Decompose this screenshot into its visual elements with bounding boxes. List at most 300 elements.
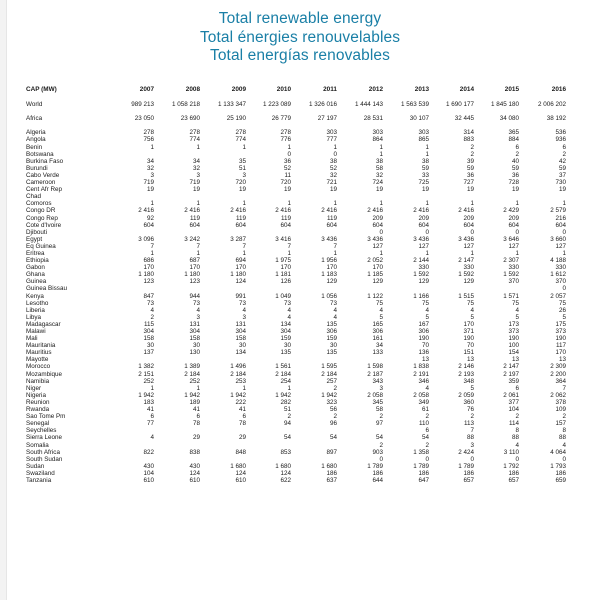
- table-cell: 1 133 347: [217, 101, 246, 108]
- table-cell: 719: [143, 179, 154, 187]
- table-cell: 97: [375, 420, 383, 428]
- table-cell: 853: [280, 448, 291, 456]
- row-label: Rwanda: [26, 406, 50, 414]
- table-cell: 3 436: [321, 235, 337, 243]
- table-cell: 847: [143, 292, 154, 300]
- table-row: [26, 477, 592, 484]
- table-cell: 1: [333, 200, 337, 208]
- table-cell: 2 416: [230, 207, 246, 215]
- table-cell: 4: [562, 441, 566, 449]
- table-cell: 359: [508, 377, 519, 385]
- table-cell: 135: [326, 349, 337, 357]
- table-cell: 13: [511, 356, 519, 364]
- table-cell: 1 561: [275, 363, 291, 371]
- table-cell: 1 326 016: [308, 101, 337, 108]
- table-cell: 1: [562, 200, 566, 208]
- row-label: Kenya: [26, 292, 44, 300]
- row-label: Cameroon: [26, 179, 56, 187]
- table-cell: 1: [242, 384, 246, 392]
- row-label: Seychelles: [26, 427, 57, 435]
- table-row: [26, 215, 592, 222]
- row-label: Mauritania: [26, 342, 56, 350]
- table-row: [26, 236, 592, 243]
- table-cell: 30: [329, 342, 337, 350]
- table-cell: 38: [375, 157, 383, 165]
- table-cell: 349: [418, 398, 429, 406]
- table-cell: 1: [379, 143, 383, 151]
- table-cell: 1: [150, 384, 154, 392]
- table-cell: 3 436: [458, 235, 474, 243]
- table-cell: 897: [326, 448, 337, 456]
- table-cell: 2: [333, 384, 337, 392]
- table-cell: 4: [515, 306, 519, 314]
- table-cell: 430: [189, 462, 200, 470]
- table-cell: 19: [329, 186, 337, 194]
- table-cell: 19: [283, 186, 291, 194]
- table-cell: 173: [508, 320, 519, 328]
- row-label: Burundi: [26, 164, 48, 172]
- table-cell: 252: [189, 377, 200, 385]
- row-label: Gabon: [26, 264, 45, 272]
- table-cell: 129: [326, 278, 337, 286]
- table-cell: 991: [235, 292, 246, 300]
- table-cell: 1 180: [184, 271, 200, 279]
- table-row: [26, 363, 592, 370]
- table-cell: 114: [508, 420, 519, 428]
- table-cell: 104: [508, 406, 519, 414]
- row-label: Ghana: [26, 271, 45, 279]
- table-cell: 0: [470, 455, 474, 463]
- table-cell: 657: [508, 476, 519, 484]
- table-cell: 4: [287, 313, 291, 321]
- table-cell: 303: [326, 129, 337, 137]
- table-cell: 133: [372, 349, 383, 357]
- table-cell: 3: [242, 171, 246, 179]
- table-cell: 75: [375, 299, 383, 307]
- row-label: Guinea: [26, 278, 47, 286]
- table-cell: 170: [372, 264, 383, 272]
- table-cell: 4 064: [550, 448, 566, 456]
- table-cell: 110: [418, 420, 429, 428]
- table-cell: 124: [235, 278, 246, 286]
- table-cell: 730: [555, 179, 566, 187]
- table-cell: 158: [235, 335, 246, 343]
- table-cell: 989 213: [131, 101, 154, 108]
- table-cell: 26 779: [271, 115, 291, 123]
- table-cell: 2 429: [503, 207, 519, 215]
- table-row: [26, 271, 592, 278]
- table-cell: 209: [418, 214, 429, 222]
- row-label: Nigeria: [26, 391, 46, 399]
- table-cell: 370: [555, 278, 566, 286]
- table-cell: 4: [150, 434, 154, 442]
- table-cell: 1 515: [458, 292, 474, 300]
- header-cell-year: 2008: [185, 86, 200, 93]
- table-cell: 378: [555, 398, 566, 406]
- table-cell: 2 307: [503, 257, 519, 265]
- table-cell: 23 690: [180, 115, 200, 123]
- table-cell: 40: [511, 157, 519, 165]
- table-cell: 4: [425, 384, 429, 392]
- table-row: [26, 257, 592, 264]
- table-cell: 1 942: [184, 391, 200, 399]
- title-block: [0, 10, 600, 66]
- table-row: [26, 278, 592, 285]
- table-cell: 109: [555, 406, 566, 414]
- table-cell: 622: [280, 476, 291, 484]
- table-cell: 1 444 143: [354, 101, 383, 108]
- table-row: [26, 165, 592, 172]
- table-cell: 1 058 218: [171, 101, 200, 108]
- table-cell: 0: [562, 455, 566, 463]
- table-cell: 2: [333, 413, 337, 421]
- table-cell: 883: [463, 136, 474, 144]
- row-label: Sudan: [26, 462, 45, 470]
- table-cell: 130: [189, 349, 200, 357]
- table-cell: 278: [189, 129, 200, 137]
- table-cell: 278: [235, 129, 246, 137]
- table-cell: 728: [508, 179, 519, 187]
- table-cell: 36: [466, 171, 474, 179]
- table-cell: 1: [287, 143, 291, 151]
- row-label: Libya: [26, 313, 42, 321]
- row-label: Niger: [26, 384, 42, 392]
- table-cell: 2 416: [184, 207, 200, 215]
- table-cell: 2 416: [138, 207, 154, 215]
- table-row: [26, 144, 592, 151]
- table-cell: 7: [150, 242, 154, 250]
- table-cell: 129: [372, 278, 383, 286]
- table-cell: 4: [515, 441, 519, 449]
- table-cell: 304: [280, 328, 291, 335]
- table-cell: 721: [326, 179, 337, 187]
- table-cell: 190: [508, 335, 519, 343]
- table-cell: 13: [558, 356, 566, 364]
- table-cell: 54: [283, 434, 291, 442]
- table-cell: 38 192: [546, 115, 566, 123]
- table-cell: 1: [242, 200, 246, 208]
- table-cell: 0: [425, 228, 429, 236]
- table-cell: 694: [235, 257, 246, 265]
- table-cell: 0: [379, 455, 383, 463]
- row-label: Mayotte: [26, 356, 49, 364]
- table-cell: 7: [470, 427, 474, 435]
- table-cell: 6: [242, 413, 246, 421]
- table-cell: 30: [146, 342, 154, 350]
- table-cell: 94: [283, 420, 291, 428]
- table-cell: 75: [466, 299, 474, 307]
- table-cell: 3 242: [184, 235, 200, 243]
- table-cell: 2 184: [184, 370, 200, 378]
- table-cell: 119: [235, 214, 246, 222]
- table-cell: 39: [466, 157, 474, 165]
- table-cell: 19: [238, 186, 246, 194]
- table-cell: 1 389: [184, 363, 200, 371]
- table-cell: 2 058: [367, 391, 383, 399]
- table-cell: 370: [508, 278, 519, 286]
- table-cell: 1 789: [367, 462, 383, 470]
- table-cell: 373: [555, 328, 566, 335]
- row-label: Congo Rep: [26, 214, 58, 222]
- table-cell: 2: [470, 413, 474, 421]
- table-row: [26, 392, 592, 399]
- table-cell: 2 146: [458, 363, 474, 371]
- row-label: Morocco: [26, 363, 51, 371]
- table-cell: 774: [235, 136, 246, 144]
- row-label: Mali: [26, 335, 38, 343]
- table-cell: 59: [421, 164, 429, 172]
- table-row: [26, 442, 592, 449]
- table-cell: 373: [508, 328, 519, 335]
- table-cell: 1 942: [230, 391, 246, 399]
- table-cell: 365: [508, 129, 519, 137]
- table-cell: 92: [146, 214, 154, 222]
- row-label: Eritrea: [26, 249, 45, 257]
- table-cell: 36: [511, 171, 519, 179]
- table-cell: 190: [463, 335, 474, 343]
- row-label: Somalia: [26, 441, 49, 449]
- table-cell: 1 185: [367, 271, 383, 279]
- table-cell: 161: [372, 335, 383, 343]
- table-row: [26, 200, 592, 207]
- table-row: [26, 222, 592, 229]
- table-cell: 1 838: [413, 363, 429, 371]
- table-cell: 183: [143, 398, 154, 406]
- header-cell-year: 2015: [504, 86, 519, 93]
- table-cell: 123: [189, 278, 200, 286]
- table-cell: 8: [515, 427, 519, 435]
- table-cell: 903: [372, 448, 383, 456]
- table-cell: 19: [375, 186, 383, 194]
- table-cell: 1 690 177: [445, 101, 474, 108]
- table-cell: 3 110: [503, 448, 519, 456]
- table-cell: 314: [463, 129, 474, 137]
- table-cell: 170: [235, 264, 246, 272]
- table-row: [26, 420, 592, 427]
- table-row: [26, 456, 592, 463]
- table-cell: 170: [463, 320, 474, 328]
- table-cell: 186: [418, 469, 429, 477]
- header-cell-year: 2016: [551, 86, 566, 93]
- table-cell: 32: [146, 164, 154, 172]
- row-label: World: [26, 101, 43, 108]
- table-cell: 1: [287, 384, 291, 392]
- table-cell: 7: [562, 384, 566, 392]
- table-cell: 36: [283, 157, 291, 165]
- table-cell: 4: [333, 306, 337, 314]
- table-cell: 35: [238, 157, 246, 165]
- table-cell: 6: [515, 143, 519, 151]
- row-label: Benin: [26, 143, 43, 151]
- table-cell: 2 151: [138, 370, 154, 378]
- table-cell: 1 223 089: [262, 101, 291, 108]
- header-cell-year: 2014: [459, 86, 474, 93]
- table-row: [26, 179, 592, 186]
- table-cell: 1 680: [321, 462, 337, 470]
- table-row: [26, 321, 592, 328]
- table-row: [26, 335, 592, 342]
- table-cell: 6: [562, 143, 566, 151]
- table-row: [26, 449, 592, 456]
- table-cell: 2 144: [413, 257, 429, 265]
- table-cell: 776: [280, 136, 291, 144]
- table-cell: 1: [562, 249, 566, 257]
- table-cell: 3: [196, 171, 200, 179]
- table-cell: 70: [421, 342, 429, 350]
- table-cell: 151: [463, 349, 474, 357]
- table-cell: 33: [421, 171, 429, 179]
- table-cell: 4: [379, 306, 383, 314]
- row-label: Lesotho: [26, 299, 49, 307]
- row-label: Tanzania: [26, 476, 52, 484]
- table-row: [26, 371, 592, 378]
- table-cell: 32: [329, 171, 337, 179]
- table-cell: 7: [196, 242, 200, 250]
- table-cell: 1 942: [321, 391, 337, 399]
- table-cell: 659: [555, 476, 566, 484]
- row-label: Botswana: [26, 150, 54, 158]
- table-cell: 19: [192, 186, 200, 194]
- table-cell: 19: [421, 186, 429, 194]
- table-cell: 41: [238, 406, 246, 414]
- table-cell: 7: [287, 242, 291, 250]
- table-row: [26, 101, 592, 108]
- table-row: [26, 314, 592, 321]
- table-cell: 1 680: [275, 462, 291, 470]
- table-cell: 604: [143, 221, 154, 229]
- table-cell: 3: [196, 313, 200, 321]
- row-label: Sao Tome Pm: [26, 413, 66, 421]
- table-cell: 610: [189, 476, 200, 484]
- table-cell: 38: [421, 157, 429, 165]
- table-cell: 687: [189, 257, 200, 265]
- table-cell: 253: [235, 377, 246, 385]
- table-cell: 124: [189, 469, 200, 477]
- table-cell: 1 056: [321, 292, 337, 300]
- table-cell: 1 942: [138, 391, 154, 399]
- header-cell-year: 2009: [231, 86, 246, 93]
- table-cell: 2 193: [458, 370, 474, 378]
- table-cell: 170: [189, 264, 200, 272]
- table-cell: 37: [558, 171, 566, 179]
- row-label: South Sudan: [26, 455, 63, 463]
- row-label: Cote d'Ivoire: [26, 221, 62, 229]
- table-cell: 26: [558, 306, 566, 314]
- table-cell: 96: [329, 420, 337, 428]
- table-cell: 2 416: [275, 207, 291, 215]
- table-row: [26, 108, 592, 115]
- table-cell: 330: [555, 264, 566, 272]
- table-cell: 1: [196, 249, 200, 257]
- table-cell: 30: [283, 342, 291, 350]
- table-cell: 137: [143, 349, 154, 357]
- table-row: [26, 385, 592, 392]
- table-cell: 41: [192, 406, 200, 414]
- table-cell: 1: [196, 384, 200, 392]
- table-cell: 0: [562, 228, 566, 236]
- table-cell: 0: [515, 228, 519, 236]
- table-row: [26, 285, 592, 292]
- table-cell: 864: [372, 136, 383, 144]
- table-cell: 54: [375, 434, 383, 442]
- table-cell: 2 200: [550, 370, 566, 378]
- table-cell: 1 792: [503, 462, 519, 470]
- row-label: Eq Guinea: [26, 242, 56, 250]
- table-cell: 2 057: [550, 292, 566, 300]
- table-cell: 2: [379, 413, 383, 421]
- table-cell: 59: [511, 164, 519, 172]
- table-cell: 6: [150, 413, 154, 421]
- table-cell: 604: [372, 221, 383, 229]
- table-row: [26, 328, 592, 335]
- table-cell: 3: [379, 384, 383, 392]
- table-cell: 52: [329, 164, 337, 172]
- table-row: [26, 399, 592, 406]
- row-label: Sierra Leone: [26, 434, 63, 442]
- row-label: Mauritius: [26, 349, 52, 357]
- table-cell: 29: [238, 434, 246, 442]
- table-cell: 3 416: [275, 235, 291, 243]
- table-cell: 2: [425, 413, 429, 421]
- table-cell: 1 180: [138, 271, 154, 279]
- table-cell: 19: [511, 186, 519, 194]
- table-row: [26, 136, 592, 143]
- table-cell: 119: [189, 214, 200, 222]
- table-cell: 127: [555, 242, 566, 250]
- table-cell: 4: [333, 313, 337, 321]
- table-row: [26, 264, 592, 271]
- table-cell: 165: [372, 320, 383, 328]
- table-cell: 51: [238, 164, 246, 172]
- table-cell: 278: [143, 129, 154, 137]
- table-cell: 222: [235, 398, 246, 406]
- table-cell: 1: [150, 249, 154, 257]
- table-header-row: [26, 86, 592, 94]
- table-cell: 330: [463, 264, 474, 272]
- table-cell: 647: [418, 476, 429, 484]
- table-cell: 38: [329, 157, 337, 165]
- table-cell: 343: [372, 377, 383, 385]
- table-cell: 1: [242, 249, 246, 257]
- table-cell: 3: [150, 171, 154, 179]
- table-row: [26, 293, 592, 300]
- table-cell: 0: [425, 455, 429, 463]
- table-cell: 657: [463, 476, 474, 484]
- table-cell: 119: [280, 214, 291, 222]
- header-spacer: [26, 94, 592, 101]
- table-cell: 4: [196, 306, 200, 314]
- table-cell: 6: [515, 384, 519, 392]
- table-cell: 131: [189, 320, 200, 328]
- table-cell: 170: [280, 264, 291, 272]
- table-cell: 604: [189, 221, 200, 229]
- table-cell: 377: [508, 398, 519, 406]
- table-cell: 304: [189, 328, 200, 335]
- table-cell: 2 416: [321, 207, 337, 215]
- table-cell: 113: [463, 420, 474, 428]
- table-cell: 254: [280, 377, 291, 385]
- table-cell: 1 358: [413, 448, 429, 456]
- table-cell: 278: [280, 129, 291, 137]
- table-cell: 3 646: [503, 235, 519, 243]
- table-cell: 1 592: [458, 271, 474, 279]
- table-cell: 2 579: [550, 207, 566, 215]
- table-cell: 5: [470, 384, 474, 392]
- table-cell: 88: [558, 434, 566, 442]
- table-row: [26, 307, 592, 314]
- table-cell: 360: [463, 398, 474, 406]
- table-cell: 1 942: [275, 391, 291, 399]
